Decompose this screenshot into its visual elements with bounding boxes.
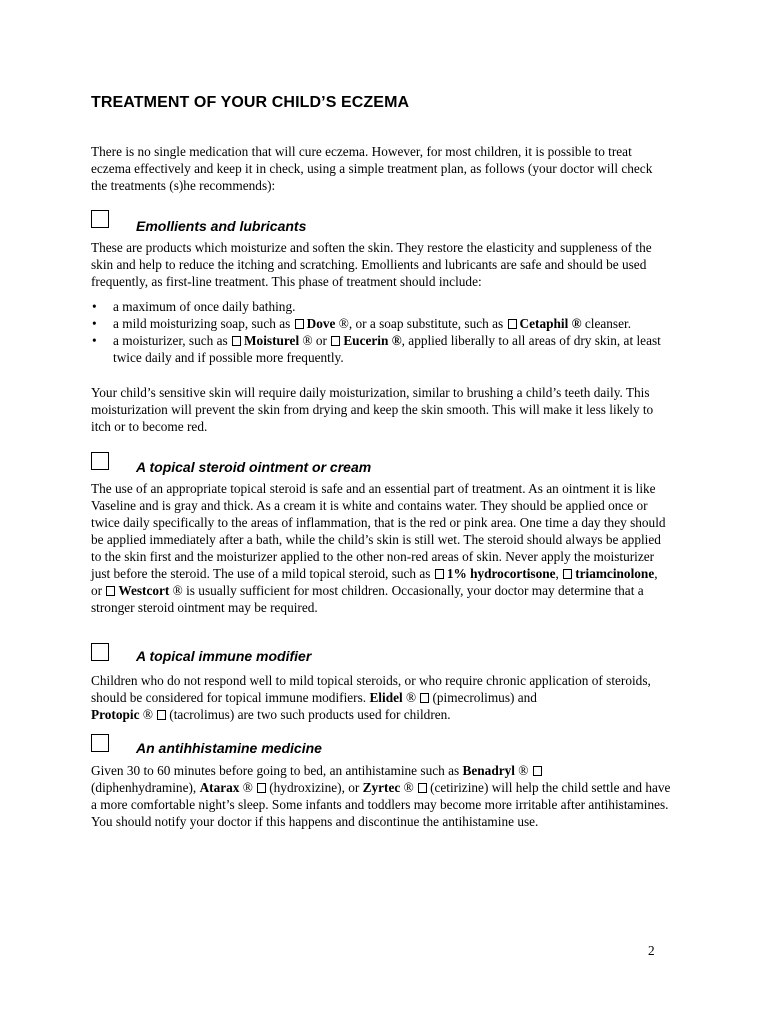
hydrocortisone-label: 1% hydrocortisone (446, 566, 556, 581)
immune-modifier-checkbox[interactable] (91, 643, 109, 661)
bullet-icon: • (92, 333, 97, 348)
westcort-checkbox[interactable] (106, 586, 115, 596)
benadryl-checkbox[interactable] (533, 766, 542, 776)
benadryl-label: Benadryl (462, 763, 515, 778)
steroid-checkbox[interactable] (91, 452, 109, 470)
antihistamine-text: ® (239, 780, 257, 795)
intro-paragraph: There is no single medication that will cure eczema. However, for most children, it is possible to treat eczema effectively and keep it in check, using a simple treatment plan, as follows (your doctor will check the treatments (s)he recommends): (91, 144, 653, 193)
emollients-heading: Emollients and lubricants (136, 218, 307, 234)
antihistamine-text: (cetirizine) will help the child settle and have a more comfortable night’s sleep. Some infants and toddlers may become more irritable after antihistamines. You should notify your doctor if this happens and discontinue the antihistamine use. (91, 780, 671, 829)
bullet-text: ® or (299, 333, 331, 348)
dove-label: Dove (306, 316, 336, 331)
page-number: 2 (648, 943, 655, 958)
antihistamine-checkbox[interactable] (91, 734, 109, 752)
immune-modifier-heading: A topical immune modifier (136, 648, 312, 664)
moisturization-paragraph: Your child’s sensitive skin will require daily moisturization, similar to brushing a child’s teeth daily. This moisturization will prevent the skin from drying and keep the skin smooth. This will make it less likely to itch or to become red. (91, 385, 654, 434)
atarax-label: Atarax (199, 780, 240, 795)
steroid-text: The use of an appropriate topical steroid is safe and an essential part of treatment. As an ointment it is like Vaseline and is gray and thick. As a cream it is white and contains water. They should be applied once or twice daily specifically to the areas of inflammation, that is the red or pink area. One time a day they should be applied immediately after a bath, while the child’s skin is still wet. The steroid should always be applied to the skin first and the moisturizer applied to the other non-red areas of skin. Never apply the moisturizer just before the steroid. The use of a mild topical steroid, such as (91, 481, 666, 581)
triamcinolone-label: triamcinolone (575, 566, 655, 581)
antihistamine-text: ® (514, 763, 532, 778)
eucerin-checkbox[interactable] (331, 336, 340, 346)
immune-text: ® (402, 690, 420, 705)
steroid-heading: A topical steroid ointment or cream (136, 459, 372, 475)
elidel-checkbox[interactable] (420, 693, 429, 703)
cetaphil-label: Cetaphil ® (519, 316, 582, 331)
bullet-text: a mild moisturizing soap, such as (113, 316, 294, 331)
bullet-item-moisturizer (91, 332, 671, 366)
bullet-text: cleanser. (581, 316, 632, 331)
dove-checkbox[interactable] (295, 319, 304, 329)
document-title: TREATMENT OF YOUR CHILD’S ECZEMA (91, 94, 410, 111)
protopic-label: Protopic (91, 707, 140, 722)
elidel-label: Elidel (369, 690, 403, 705)
antihistamine-paragraph (91, 762, 671, 830)
immune-text: (tacrolimus) are two such products used for children. (169, 707, 451, 722)
eucerin-label: Eucerin ® (343, 333, 402, 348)
bullet-item-soap (91, 315, 671, 332)
antihistamine-text: ® (400, 780, 418, 795)
immune-text: (pimecrolimus) and (432, 690, 537, 705)
antihistamine-text: Given 30 to 60 minutes before going to bed, an antihistamine such as (91, 763, 463, 778)
zyrtec-label: Zyrtec (362, 780, 401, 795)
steroid-text: ® is usually sufficient for most children. Occasionally, your doctor may determine that a stronger steroid ointment may be required. (91, 583, 644, 615)
antihistamine-text: (hydroxizine), or (269, 780, 363, 795)
zyrtec-checkbox[interactable] (418, 783, 427, 793)
bullet-icon: • (92, 299, 97, 314)
bullet-icon: • (92, 316, 97, 331)
westcort-label: Westcort (118, 583, 170, 598)
moisturel-label: Moisturel (244, 333, 300, 348)
atarax-checkbox[interactable] (257, 783, 266, 793)
emollients-bullet-list (91, 298, 671, 366)
hydrocortisone-checkbox[interactable] (435, 569, 444, 579)
immune-modifier-paragraph (91, 672, 671, 723)
cetaphil-checkbox[interactable] (508, 319, 517, 329)
bullet-item-bathing (91, 298, 671, 315)
bullet-text: a moisturizer, such as (113, 333, 231, 348)
bullet-text: a maximum of once daily bathing. (113, 299, 296, 314)
moisturel-checkbox[interactable] (232, 336, 241, 346)
immune-text: Children who do not respond well to mild topical steroids, or who require chronic application of steroids, should be considered for topical immune modifiers. (91, 673, 651, 705)
steroid-text: , (555, 566, 563, 581)
steroid-text: , or (91, 566, 658, 598)
emollients-checkbox[interactable] (91, 210, 109, 228)
emollients-paragraph: These are products which moisturize and soften the skin. They restore the elasticity and suppleness of the skin and help to reduce the itching and scratching. Emollients and lubricants are safe and should be used frequently, as first-line treatment. This phase of treatment should include: (91, 240, 652, 289)
antihistamine-heading: An antihhistamine medicine (136, 740, 322, 756)
bullet-text: , applied liberally to all areas of dry skin, at least twice daily and if possible more frequently. (113, 333, 661, 365)
protopic-checkbox[interactable] (157, 710, 166, 720)
triamcinolone-checkbox[interactable] (563, 569, 572, 579)
immune-text: ® (139, 707, 157, 722)
bullet-text: ®, or a soap substitute, such as (335, 316, 507, 331)
steroid-paragraph (91, 480, 671, 616)
antihistamine-text: (diphenhydramine), (91, 780, 200, 795)
